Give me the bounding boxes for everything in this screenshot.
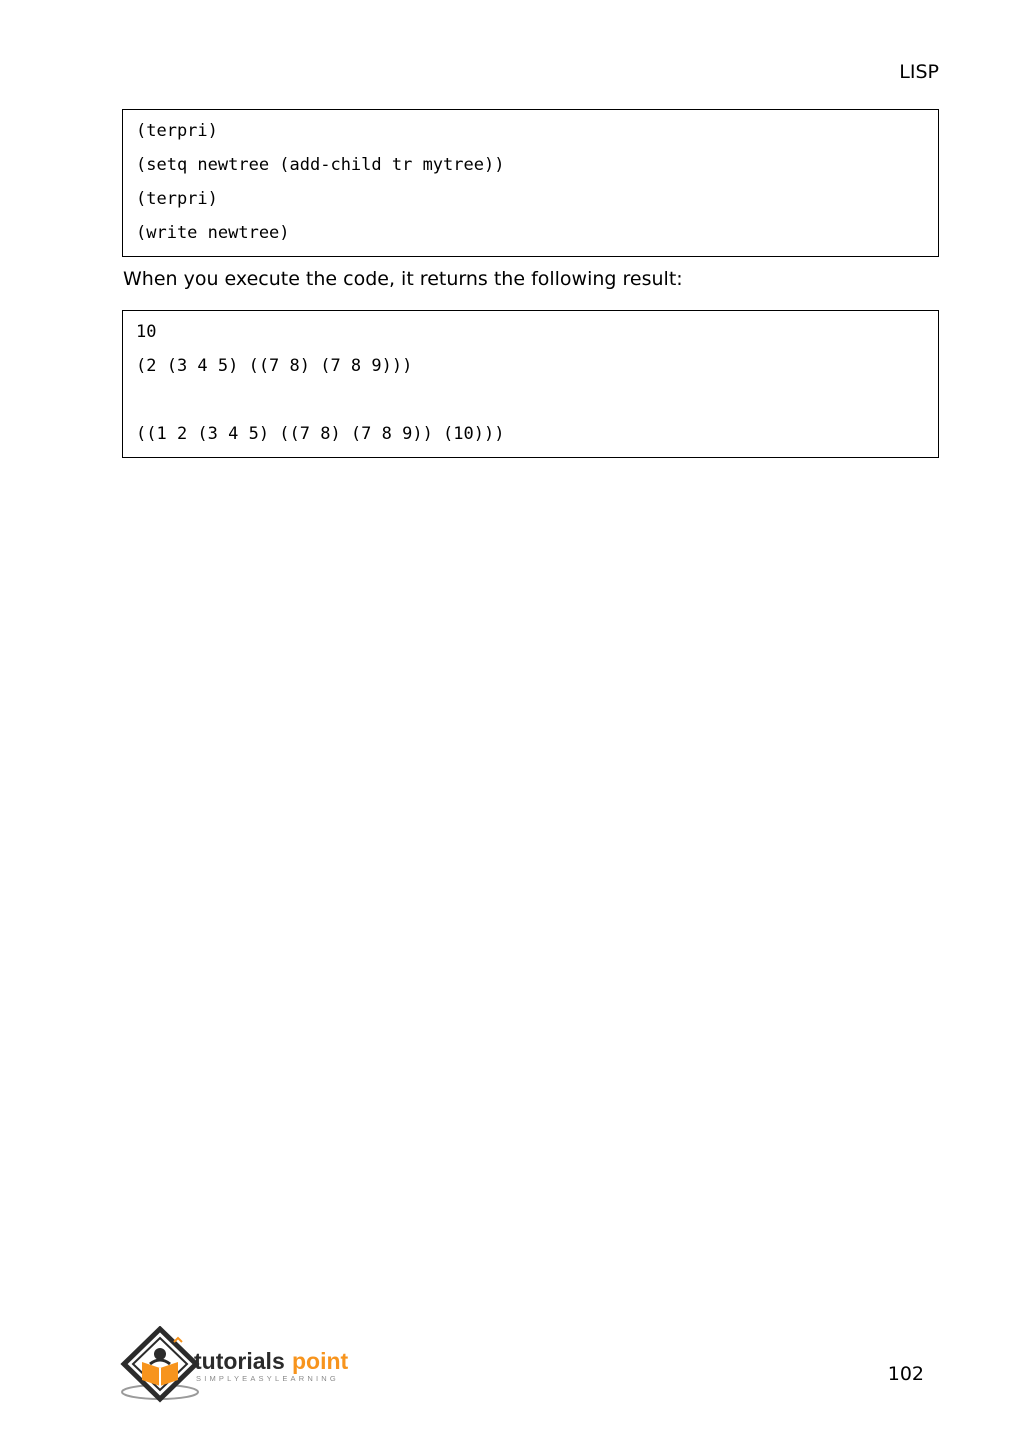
tutorialspoint-logo xyxy=(120,1326,370,1406)
code-line: (terpri) xyxy=(136,189,218,209)
code-line: (terpri) xyxy=(136,121,218,141)
code-line: (write newtree) xyxy=(136,223,290,243)
logo-tagline: SIMPLYEASYLEARNING xyxy=(196,1374,339,1383)
page-number: 102 xyxy=(887,1363,924,1385)
output-line: 10 xyxy=(136,322,157,342)
logo-text-right: point xyxy=(292,1348,349,1374)
code-block-output xyxy=(122,310,939,458)
output-line: ((1 2 (3 4 5) ((7 8) (7 8 9)) (10))) xyxy=(136,424,505,444)
result-intro-paragraph: When you execute the code, it returns the following result: xyxy=(123,268,683,290)
logo-text-left: tutorials xyxy=(194,1348,285,1374)
code-block-source xyxy=(122,109,939,257)
output-line xyxy=(136,389,925,423)
output-line: (2 (3 4 5) ((7 8) (7 8 9))) xyxy=(136,356,413,376)
code-line: (setq newtree (add-child tr mytree)) xyxy=(136,155,505,175)
logo-graphic xyxy=(120,1326,370,1406)
page-header-title: LISP xyxy=(899,61,939,83)
